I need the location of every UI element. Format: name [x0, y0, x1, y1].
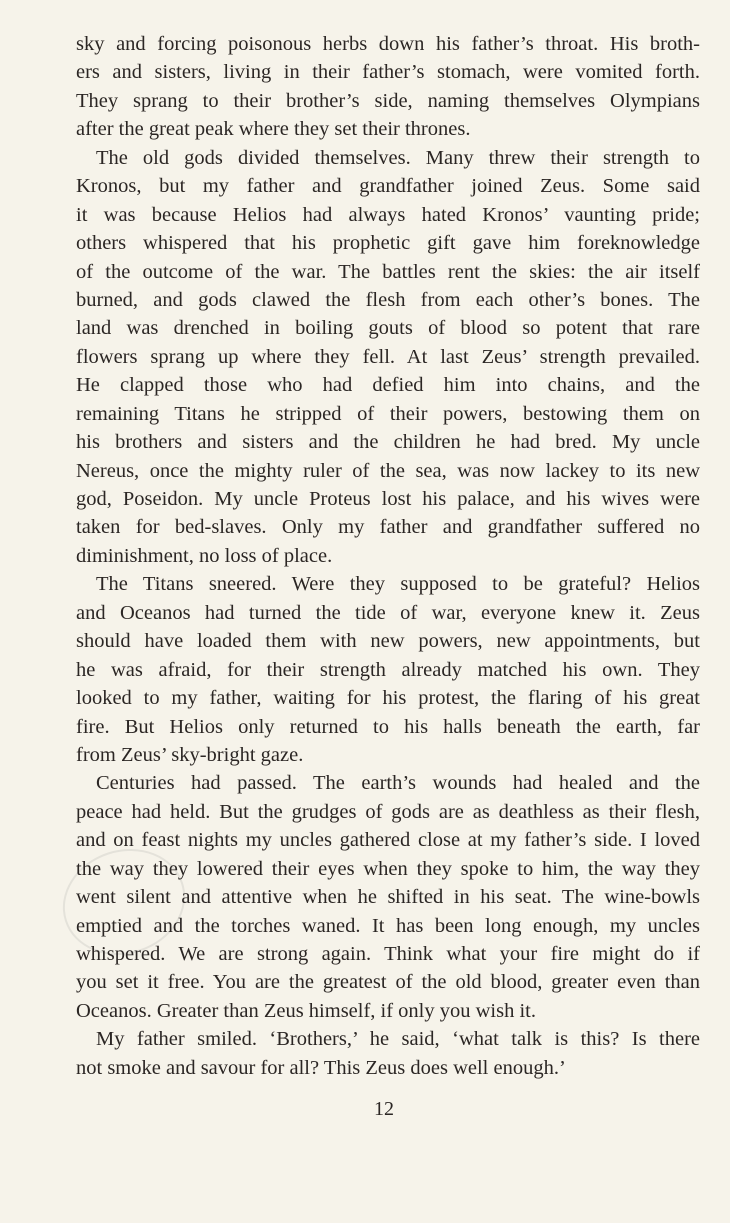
- text-line: land was drenched in boiling gouts of blood so potent that rare: [76, 317, 700, 340]
- text-line: The old gods divided themselves. Many threw their strength to: [96, 146, 700, 169]
- text-line: emptied and the torches waned. It has been long enough, my uncles: [76, 914, 700, 937]
- text-line: others whispered that his prophetic gift gave him foreknowledge: [76, 232, 700, 255]
- book-page-text: [76, 30, 700, 1082]
- text-line: he was afraid, for their strength already matched his own. They: [76, 658, 700, 681]
- text-line: after the great peak where they set their thrones.: [76, 118, 471, 141]
- page-number: 12: [374, 1098, 394, 1120]
- text-line: diminishment, no loss of place.: [76, 544, 333, 567]
- text-line: He clapped those who had defied him into chains, and the: [76, 374, 700, 397]
- text-line: should have loaded them with new powers, new appointments, but: [76, 630, 700, 653]
- text-line: it was because Helios had always hated Kronos’ vaunting pride;: [76, 203, 700, 226]
- text-line: ers and sisters, living in their father’s stomach, were vomited forth.: [76, 61, 700, 84]
- text-line: flowers sprang up where they fell. At last Zeus’ strength prevailed.: [76, 345, 700, 368]
- text-line: and Oceanos had turned the tide of war, everyone knew it. Zeus: [76, 601, 700, 624]
- text-line: fire. But Helios only returned to his halls beneath the earth, far: [76, 715, 700, 738]
- text-line: Oceanos. Greater than Zeus himself, if only you wish it.: [76, 999, 536, 1022]
- text-line: his brothers and sisters and the children he had bred. My uncle: [76, 431, 700, 454]
- text-line: They sprang to their brother’s side, naming themselves Olympians: [76, 89, 700, 112]
- text-line: Nereus, once the mighty ruler of the sea, was now lackey to its new: [76, 459, 700, 482]
- text-line: and on feast nights my uncles gathered close at my father’s side. I loved: [76, 829, 700, 852]
- text-line: The Titans sneered. Were they supposed to be grateful? Helios: [96, 573, 700, 596]
- text-line: Kronos, but my father and grandfather joined Zeus. Some said: [76, 175, 700, 198]
- text-line: My father smiled. ‘Brothers,’ he said, ‘what talk is this? Is there: [96, 1028, 700, 1051]
- text-line: taken for bed-slaves. Only my father and grandfather suffered no: [76, 516, 700, 539]
- text-line: you set it free. You are the greatest of the old blood, greater even than: [76, 971, 700, 994]
- text-line: whispered. We are strong again. Think what your fire might do if: [76, 943, 700, 965]
- text-line: went silent and attentive when he shifted in his seat. The wine-bowls: [76, 886, 700, 909]
- text-line: Centuries had passed. The earth’s wounds had healed and the: [96, 772, 700, 795]
- text-line: not smoke and savour for all? This Zeus does well enough.’: [76, 1056, 566, 1079]
- text-line: sky and forcing poisonous herbs down his father’s throat. His broth-: [76, 33, 700, 55]
- text-line: burned, and gods clawed the flesh from each other’s bones. The: [76, 288, 700, 311]
- text-line: looked to my father, waiting for his protest, the flaring of his great: [76, 687, 700, 710]
- text-line: remaining Titans he stripped of their powers, bestowing them on: [76, 402, 700, 425]
- text-line: of the outcome of the war. The battles rent the skies: the air itself: [76, 260, 700, 283]
- text-line: peace had held. But the grudges of gods are as deathless as their flesh,: [76, 800, 700, 823]
- text-line: from Zeus’ sky-bright gaze.: [76, 743, 304, 766]
- text-line: god, Poseidon. My uncle Proteus lost his palace, and his wives were: [76, 488, 700, 510]
- text-line: the way they lowered their eyes when they spoke to him, the way they: [76, 857, 700, 880]
